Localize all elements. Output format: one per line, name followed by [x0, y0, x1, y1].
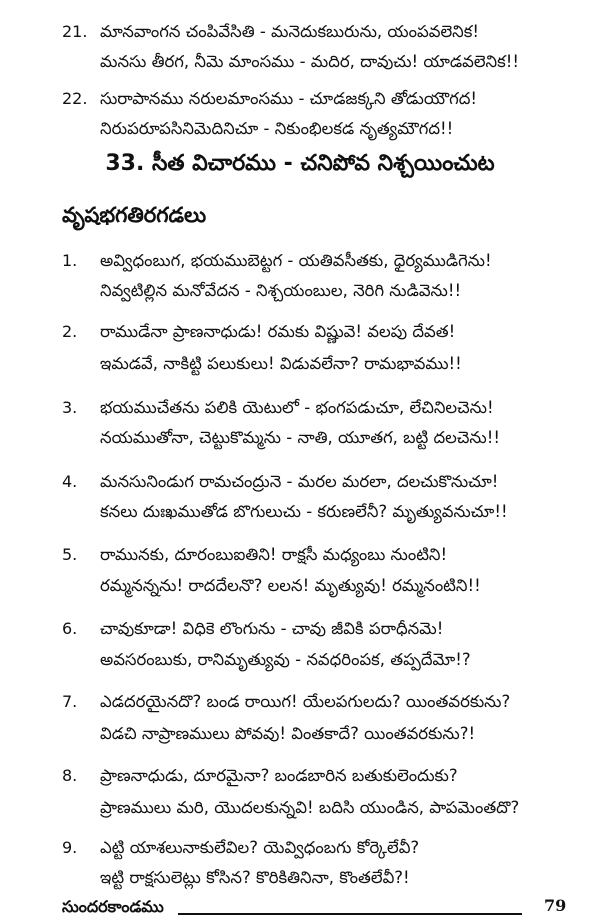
verse-line: ఎడదరయైనదొ? బండ రాయిగ! యేలపగులదు? యింతవరకును? — [100, 692, 511, 711]
meter-heading: వృషభగతిరగడలు — [62, 203, 207, 227]
verse-number: 9. — [62, 838, 78, 857]
verse-line: రాముడేనా ప్రాణనాధుడు! రమకు విష్ణువె! వలపు దేవత! — [100, 322, 456, 341]
verse-number: 2. — [62, 322, 78, 341]
verse-number: 6. — [62, 619, 78, 638]
verse-number: 8. — [62, 766, 78, 785]
verse-line: నయముతోనా, చెట్టుకొమ్మను - నాతి, యూతగ, బట్టి దలచెను!! — [100, 428, 500, 447]
verse-line: ఇట్టి రాక్షసులెట్లు కోసిన? కొరికితినినా, కొంతలేవీ?! — [100, 868, 410, 887]
verse-number: 5. — [62, 545, 78, 564]
verse-line: కనలు దుఃఖముతోడ బొగులుచు - కరుణలేనీ? మృత్యువనుచూ!! — [100, 502, 508, 521]
verse-line: మానవాంగన చంపివేసితి - మనెదుకబురును, యంపవలెనిక! — [100, 22, 479, 41]
verse-number: 3. — [62, 398, 78, 417]
verse-line: ఎట్టి యాశలునాకులేవిల? యెవ్విధంబగు కోర్కెలేవీ? — [100, 838, 420, 857]
verse-line: భయముచేతను పలికి యెటులో - భంగపడుచూ, లేచినిలచెను! — [100, 398, 494, 417]
verse-number: 1. — [62, 251, 78, 270]
verse-line: సురాపానము నరులమాంసము - చూడజక్కని తోడుయౌగద! — [100, 89, 477, 108]
verse-line: ప్రాణములు మరి, యొదలకున్నవి! బదిసి యుండిన, పాపమెంతదొ? — [100, 798, 520, 817]
verse-line: నిరుపరూపసినిమెదినిచూ - నికుంభిలకడ నృత్యమౌగద!! — [100, 119, 454, 138]
verse-number: 21. — [62, 22, 88, 41]
verse-line: ఇమడవే, నాకిట్టి పలుకులు! విడువలేనా? రామభావము!! — [100, 354, 462, 373]
verse-line: అవసరంబుకు, రానిమృత్యువు - నవధరింపక, తప్పదేమో!? — [100, 650, 471, 669]
verse-line: అవ్విధంబుగ, భయముబెట్టగ - యతివసీతకు, ధైర్యముడిగెను! — [100, 251, 492, 270]
verse-line: ప్రాణనాధుడు, దూరమైనా? బండబారిన బతుకులెందుకు? — [100, 766, 458, 785]
verse-line: రామునకు, దూరంబుఐతిని! రాక్షసీ మధ్యంబు నుంటిని! — [100, 545, 448, 564]
page-number: 79 — [544, 896, 567, 915]
verse-number: 7. — [62, 692, 78, 711]
verse-line: విడచి నాప్రాణములు పోవవు! వింతకాదే? యింతవరకును?! — [100, 724, 476, 743]
chapter-heading: 33. సీత విచారము - చనిపోవ నిశ్చయించుట — [105, 151, 495, 176]
verse-number: 22. — [62, 89, 88, 108]
verse-line: నివ్వటిల్లిన మనోవేదన - నిశ్చయంబుల, నెరిగి నుడివెను!! — [100, 281, 462, 300]
verse-line: రమ్మనన్నను! రాదదేలనొ? లలన! మృత్యువు! రమ్మనంటిని!! — [100, 576, 481, 595]
verse-line: చావుకూడా! విధికె లొంగును - చావు జీవికి పరాధీనమె! — [100, 619, 444, 638]
verse-line: మనసునిండుగ రామచంద్రునె - మరల మరలా, దలచుకొనుచూ! — [100, 472, 499, 491]
footer-rule — [178, 913, 522, 915]
footer-book-title: సుందరకాండము — [62, 897, 164, 916]
verse-line: మనసు తీరగ, నీమె మాంసము - మదిర, దావుచు! యాడవలెనిక!! — [100, 52, 519, 71]
verse-number: 4. — [62, 472, 78, 491]
